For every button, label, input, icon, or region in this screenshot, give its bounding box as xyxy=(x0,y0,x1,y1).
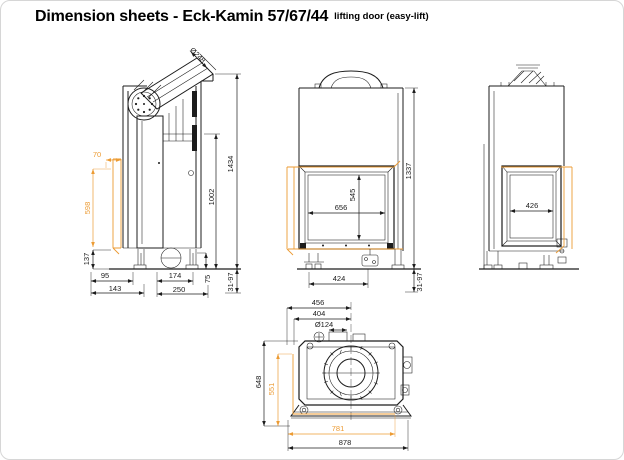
dim-depth: 648 xyxy=(254,375,263,389)
dim-cladding-width: 781 xyxy=(331,424,345,433)
dim-456: 456 xyxy=(311,298,325,307)
dim-base-height: 137 xyxy=(82,252,91,266)
dim-total-height-front: 1337 xyxy=(404,162,413,180)
dim-1002: 1002 xyxy=(207,188,216,206)
dim-feet-range-side: 31-97 xyxy=(226,272,235,292)
dim-95: 95 xyxy=(100,271,110,280)
dim-glass-width-right: 426 xyxy=(525,201,539,210)
right-side-view-drawing xyxy=(479,65,579,269)
dim-cladding-offset: 70 xyxy=(92,150,102,159)
dim-flue-diameter: Ø248 xyxy=(188,45,208,65)
dim-cladding-depth: 551 xyxy=(267,382,276,396)
side-view-drawing xyxy=(109,54,241,269)
dim-flue-diameter-top: Ø124 xyxy=(314,320,334,329)
subtitle-text: lifting door (easy-lift) xyxy=(334,11,429,22)
dim-total-width: 878 xyxy=(338,438,352,447)
dim-glass-height-front: 545 xyxy=(348,188,357,202)
dim-glass-width-front: 656 xyxy=(334,203,348,212)
page-title xyxy=(35,8,429,26)
title-text: Dimension sheets - Eck-Kamin 57/67/44 xyxy=(35,8,329,25)
dim-404: 404 xyxy=(312,309,326,318)
dim-75: 75 xyxy=(203,274,212,284)
top-view-drawing xyxy=(291,302,412,421)
front-view-dimensions xyxy=(308,88,424,292)
dim-174: 174 xyxy=(168,271,182,280)
dimension-drawing xyxy=(1,1,623,459)
dim-feet-range-front: 31-97 xyxy=(415,272,424,292)
right-side-view-dimensions xyxy=(510,201,553,211)
dim-base-width-front: 424 xyxy=(332,274,346,283)
front-view-drawing xyxy=(287,71,421,269)
top-view-dimensions xyxy=(254,298,408,451)
dim-cladding-height: 598 xyxy=(83,201,92,215)
dim-1434: 1434 xyxy=(226,155,235,173)
dim-250: 250 xyxy=(172,285,186,294)
dim-143: 143 xyxy=(108,284,122,293)
